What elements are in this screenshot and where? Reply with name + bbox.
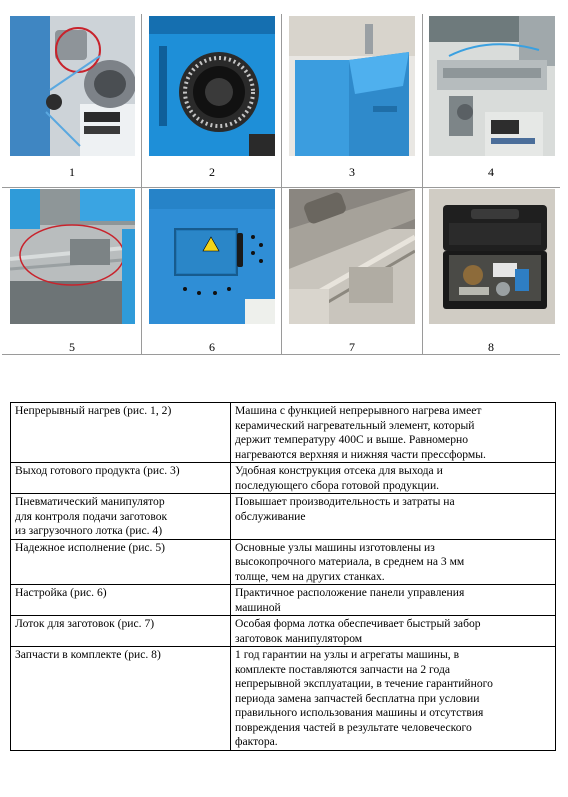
grid-divider — [2, 187, 560, 188]
description-line: повреждения частей в результате человеческого — [235, 720, 472, 734]
figure-caption: 5 — [69, 340, 75, 354]
figure-caption: 4 — [488, 165, 494, 179]
feature-cell — [11, 494, 231, 540]
description-cell — [231, 539, 556, 585]
description-cell — [231, 403, 556, 463]
figure-caption: 7 — [349, 340, 355, 354]
feature-name: Непрерывный нагрев (рис. 1, 2) — [15, 404, 172, 417]
description-line: последующего сбора готовой продукции. — [235, 478, 440, 492]
description-cell — [231, 585, 556, 616]
description-line: непрерывной эксплуатации, в течение гарантийного — [235, 677, 493, 690]
description-line: обслуживание — [235, 509, 306, 523]
figure-caption: 1 — [69, 165, 75, 179]
machine-assembly-closeup-photo — [10, 189, 135, 324]
product-outlet-housing-photo — [289, 16, 415, 156]
grid-divider — [141, 14, 142, 354]
description-line: толще, чем на других станках. — [235, 569, 385, 583]
description-line: Удобная конструкция отсека для выхода и — [235, 464, 443, 477]
figure-caption: 8 — [488, 340, 494, 354]
feature-cell — [11, 539, 231, 585]
blank-feed-tray-photo — [289, 189, 415, 324]
description-cell — [231, 616, 556, 647]
description-line: Практичное расположение панели управления — [235, 586, 465, 599]
feature-name: Настройка (рис. 6) — [15, 586, 107, 599]
figure-caption: 2 — [209, 165, 215, 179]
feature-cell — [11, 647, 231, 751]
control-panel-photo — [149, 189, 275, 324]
table-row — [11, 403, 556, 463]
table-row — [11, 616, 556, 647]
feature-name: Запчасти в комплекте (рис. 8) — [15, 648, 161, 661]
ceramic-heating-ring-photo — [149, 16, 275, 156]
feature-cell — [11, 616, 231, 647]
description-line: нагреваются верхняя и нижняя части прессформы. — [235, 447, 486, 461]
description-line: держит температуру 400С и выше. Равномерно — [235, 433, 469, 446]
feature-name: Пневматический манипулятор — [15, 495, 165, 508]
description-line: Особая форма лотка обеспечивает быстрый забор — [235, 617, 481, 630]
feature-name: Лоток для заготовок (рис. 7) — [15, 617, 155, 630]
description-cell — [231, 463, 556, 494]
grid-divider — [422, 14, 423, 354]
table-row — [11, 647, 556, 751]
description-line: комплекте поставляются запчасти на 2 года — [235, 662, 450, 676]
table-row — [11, 539, 556, 585]
feature-cell — [11, 403, 231, 463]
description-line: фактора. — [235, 735, 278, 748]
description-cell — [231, 647, 556, 751]
spare-parts-toolbox-photo — [429, 189, 555, 324]
table-row — [11, 585, 556, 616]
heating-unit-closeup-photo — [10, 16, 135, 156]
feature-cell — [11, 585, 231, 616]
description-line: Повышает производительность и затраты на — [235, 495, 455, 508]
description-cell — [231, 494, 556, 540]
description-line: заготовок манипулятором — [235, 631, 363, 645]
feature-name: Выход готового продукта (рис. 3) — [15, 464, 180, 477]
description-line: периода замена запчастей бесплатна при условии — [235, 691, 480, 705]
feature-table — [10, 402, 556, 751]
table-row — [11, 494, 556, 540]
photo-grid — [0, 0, 568, 360]
feature-name: для контроля подачи заготовок — [15, 509, 168, 523]
description-line: Основные узлы машины изготовлены из — [235, 540, 435, 554]
feature-cell — [11, 463, 231, 494]
grid-divider — [2, 354, 560, 355]
figure-caption: 6 — [209, 340, 215, 354]
feature-name: Надежное исполнение (рис. 5) — [15, 540, 166, 554]
grid-divider — [281, 14, 282, 354]
figure-caption: 3 — [349, 165, 355, 179]
description-line: 1 год гарантии на узлы и агрегаты машины, в — [235, 648, 460, 661]
description-line: керамический нагревательный элемент, который — [235, 418, 475, 432]
feature-name: из загрузочного лотка (рис. 4) — [15, 524, 163, 537]
description-line: правильного использования машины и отсутствия — [235, 706, 484, 719]
table-row — [11, 463, 556, 494]
pneumatic-manipulator-photo — [429, 16, 555, 156]
description-line: высокопрочного материала, в среднем на 3 мм — [235, 555, 465, 568]
description-line: Машина с функцией непрерывного нагрева имеет — [235, 404, 482, 417]
description-line: машиной — [235, 600, 281, 614]
